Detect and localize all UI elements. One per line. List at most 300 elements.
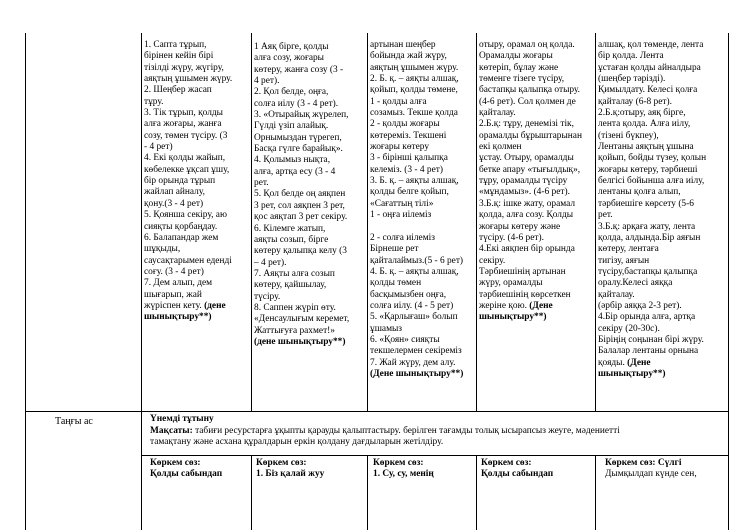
activity-line [254,314,366,325]
activity-line [370,301,476,312]
column-divider-2 [251,33,252,411]
activity-line [479,131,595,142]
activity-line [254,189,366,200]
activity-text: бойында жай жүру, [370,51,447,62]
activity-line [370,335,476,346]
activity-line [144,210,250,221]
activity-text: «Денсаулығым керемет, [254,314,350,325]
activity-text: басқымызбен оңға, [370,289,447,300]
activity-line [479,210,595,221]
activity-text: көбелекке ұқсап ұшу, [144,164,230,175]
activity-text: аяқты созып, бірге [254,234,329,245]
activity-text: қояды. [598,357,628,368]
activity-text: 3.Б.қ: арқаға жату, лента [598,221,696,232]
column-divider-4 [476,33,477,411]
table-left-border [25,33,26,530]
activity-line [370,199,476,210]
label-column-divider [141,33,142,530]
activity-text: түсіру,бастапқы қалыпқа [598,266,698,277]
activity-line [598,290,728,301]
activity-line [370,233,476,244]
activity-text: 6. Балапандар жем [144,232,219,243]
activity-text: қолда, алға созу. Қолды [479,210,574,221]
activity-line [370,358,476,369]
activity-text: тізілді жүру, жүгіру, [144,62,224,73]
activity-line [370,222,476,233]
activity-line [370,210,476,221]
activity-line [598,85,728,96]
activity-text: орамалды бұрыштарынан [479,130,582,141]
activity-text: қос аяқтап 3 рет секіру. [254,212,348,223]
activity-line [479,51,595,62]
activity-line [144,108,250,119]
activity-text: (әрбір аяққа 2-3 рет). [598,300,682,311]
activity-text: 7. Аяқты алға созып [254,268,335,279]
activity-line [144,74,250,85]
activity-text: жоғары көтеру, тәрбиеші [598,164,698,175]
artistic-word-label: Көркем сөз: [150,458,201,468]
activity-text: оралу.Келесі аяққа [598,278,673,289]
activity-line [370,267,476,278]
activity-text: 2.Б.қ:отыру, аяқ бірге, [598,108,686,119]
activity-line [254,246,366,257]
activity-text: солға иілу (3 - 4 рет). [254,98,339,109]
activity-text: сияқты қорбаңдау. [144,221,218,232]
activity-text: 3. Б. қ. – аяқты алшақ, [370,176,459,187]
activity-line [598,324,728,335]
activity-text: тұру, орамалды түсіру [479,176,568,187]
activity-text: жеріне қою. [479,300,530,311]
activity-line [254,280,366,291]
activity-line [479,199,595,210]
activity-text: Біріңің соңынан бірі жүру. [598,334,704,345]
activity-text: лента қолда. Алға иілу, [598,119,691,130]
activity-text: Балалар лентаны орнына [598,346,699,357]
activity-line [254,224,366,235]
activity-cell-4 [479,40,595,410]
activity-text: қойып, қолды төмене, [370,85,458,96]
artistic-word-1 [150,458,250,480]
activity-text: (4-6 рет). Сол қолмен де [479,96,576,107]
artistic-divider-4 [476,455,477,530]
activity-line [144,267,250,278]
breakfast-label: Таңғы ас [55,416,93,427]
activity-line [479,119,595,130]
activity-text: бастапқы қалыпқа отыру. [479,85,581,96]
artistic-word-label: Көркем сөз: Сүлгі [605,458,682,468]
activity-line [254,99,366,110]
activity-line [254,326,366,337]
activity-line [479,222,595,233]
artistic-divider-3 [367,455,368,530]
activity-text: отыру, орамал оң қолда. [479,40,575,50]
activity-text: көтеріп, бұлау және [479,62,559,73]
activity-line [598,97,728,108]
activity-text: алға созу, жоғары [254,53,324,64]
artistic-word-label: Көркем сөз: [256,458,307,468]
activity-text: алға, артқа есу (3 - 4 [254,166,336,177]
activity-line [370,324,476,335]
activity-line [144,278,250,289]
activity-line [479,176,595,187]
activity-cell-1 [144,40,250,410]
activity-line [144,187,250,198]
activity-line [598,63,728,74]
activity-line [254,303,366,314]
activity-line [144,176,250,187]
activity-line [370,346,476,357]
activity-text: 1 Аяқ бірге, қолды [254,42,329,52]
activity-text: қайталаймыз.(5 - 6 рет) [370,255,464,266]
activity-text: секіру (20-30с). [598,323,660,334]
activity-line [370,119,476,130]
activity-text: келеміз. (3 - 4 рет) [370,164,443,175]
activity-line [254,53,366,64]
activity-text: 4. Б. қ. – аяқты алшақ, [370,266,459,277]
activity-text: шынықтыру**) [598,368,666,379]
activity-line [479,278,595,289]
breakfast-info [150,414,726,449]
activity-line [144,199,250,210]
activity-text: «мұндамыз». (4-6 рет). [479,187,570,198]
activity-text: - 4 рет) [144,142,173,153]
artistic-word-title: Қолды сабындап [481,469,554,480]
activity-line [598,267,728,278]
activity-line [370,256,476,267]
activity-text: 4. Қолымыз нықта, [254,155,331,166]
artistic-word-title: Дымқылдап күнде сен, [605,469,697,480]
activity-line [598,119,728,130]
activity-text: 4.Бір орында алға, артқа [598,312,696,323]
activity-line [598,74,728,85]
activity-line [370,74,476,85]
activity-text: 2. Қол белде, оңға, [254,87,329,98]
activity-line [370,51,476,62]
activity-text: алшақ, қол төменде, лента [598,40,704,50]
activity-line [370,142,476,153]
activity-text: 6. Кілемге жатып, [254,223,326,234]
activity-text: 2.Б.қ: тұру, денемізі тік, [479,119,574,130]
activity-text: қайталау. [479,108,516,119]
activity-text: 3.Б.қ: ішке жату, орамал [479,198,576,209]
activity-text: 2. Шеңбер жасап [144,85,212,96]
breakfast-heading: Үнемді тұтыну [150,414,214,424]
activity-line [254,212,366,223]
activity-text: Гүлді үзіп алайық. [254,121,329,132]
artistic-word-title: 1. Біз қалай жуу [256,469,325,480]
activity-text: бір орында тұрып [144,176,216,187]
activity-line [144,131,250,142]
activity-text: 1. Сапта тұрып, [144,40,207,50]
activity-text: бетке апару «тығылдық», [479,164,581,175]
activity-line [479,85,595,96]
activity-line [598,312,728,323]
activity-line [479,108,595,119]
activity-text: жайлап айналу, [144,187,205,198]
artistic-word-label: Көркем сөз: [373,458,424,468]
activity-line [598,210,728,221]
activity-text: соғу. (3 - 4 рет) [144,266,204,277]
activity-text: қайталау (6-8 рет). [598,96,672,107]
activity-text: Қимылдату. Келесі қолға [598,85,698,96]
activity-line [254,292,366,303]
activity-text: бір қолда. Лента [598,51,664,62]
activity-line [598,358,728,369]
activity-line [370,97,476,108]
activity-text: 4.Екі аяқпен бір орында [479,244,575,255]
activity-line [144,244,250,255]
activity-line [144,153,250,164]
activity-text: 4. Екі қолды жайып, [144,153,226,164]
activity-line [598,346,728,357]
activity-text: (Дене [627,357,651,368]
activity-text: Тәрбиешінің артынан [479,266,566,277]
activity-text: 8. Саппен жүріп өту. [254,302,336,313]
artistic-word-4 [481,458,593,480]
artistic-word-3 [373,458,475,480]
activity-line [144,165,250,176]
activity-line [370,187,476,198]
column-divider-5 [595,33,596,411]
activity-line [479,301,595,312]
goal-text-2: тамақтану және асхана құралдарын еркін қолдану дағдыларын жетілдіру. [150,437,444,448]
activity-text: көтеру, жанға созу (3 - [254,64,344,75]
activity-line [598,40,728,51]
activity-line [598,51,728,62]
artistic-word-title: 1. Су, су, менің [373,469,434,480]
activity-text: Лентаны аяқтың ұшына [598,142,694,153]
activity-line [598,335,728,346]
activity-line [598,142,728,153]
activity-text: 5. Қоянша секіру, аю [144,210,227,221]
activity-text: қону.(3 - 4 рет) [144,198,204,209]
activity-line [144,51,250,62]
activity-text: 4 рет). [254,76,280,87]
activity-line [254,201,366,212]
activity-text: 7. Дем алып, дем [144,278,213,289]
activity-line [598,244,728,255]
activity-line [254,337,366,348]
activity-line [479,165,595,176]
activity-cell-2 [254,42,366,410]
activity-line [598,233,728,244]
activity-line [598,222,728,233]
activity-text: 1 - қолды алға [370,96,427,107]
activity-line [479,233,595,244]
activity-text: түсіру. (4-6 рет). [479,232,544,243]
activity-text: 2. Б. қ. – аяқты алшақ, [370,74,459,85]
goal-text-1: табиғи ресурстарға ұқыпты қарауды қалыптастыру. берілген тағамды толық ысырапсыз жеуге, мәдениетті [192,425,620,436]
activity-text: Орамалды жоғары [479,51,553,62]
activity-text: көтеру, лентаға [598,244,659,255]
activity-line [144,119,250,130]
activity-line [370,131,476,142]
activity-text: (тізені бүкпеу), [598,130,659,141]
activity-line [370,108,476,119]
goal-label: Мақсаты: [150,425,193,436]
activity-line [479,63,595,74]
activity-line [254,110,366,121]
activity-text: 5. «Қарлығаш» болып [370,312,458,323]
activity-line [370,290,476,301]
activity-line [144,40,250,51]
activity-line [370,244,476,255]
activity-line [254,121,366,132]
activity-text: текшелермен секіреміз [370,346,462,357]
activity-line [598,256,728,267]
column-divider-3 [367,33,368,411]
activity-text: жоғары көтеру және [479,221,561,232]
activity-line [479,74,595,85]
artistic-word-2 [256,458,366,480]
activity-line [254,269,366,280]
artistic-word-label: Көркем сөз: [481,458,532,468]
activity-line [144,312,250,323]
activity-text: Бірнеше рет [370,244,419,255]
activity-text: Орнымыздан түрегеп, [254,132,342,143]
activity-text: рет. [598,210,613,221]
activity-text: (Дене [529,300,553,311]
activity-text: секіру. [479,255,506,266]
activity-text: ұстау. Отыру, орамалды [479,153,574,164]
activity-text: жоғары көтеру [370,142,430,153]
activity-text: шығарып, жай [144,289,202,300]
activity-text: – 4 рет). [254,257,287,268]
activity-line [144,256,250,267]
activity-text: тигізу, аяғын [598,255,650,266]
activity-line [479,153,595,164]
activity-line [144,222,250,233]
activity-text: 7. Жай жүру, дем алу. [370,357,456,368]
activity-text: ұстаған қолды айналдыра [598,62,701,73]
activity-line [479,267,595,278]
activity-text: 3 - бірінші қалыпқа [370,153,448,164]
activity-line [598,131,728,142]
activity-text: жүріспен кету. [144,300,205,311]
activity-line [479,256,595,267]
activity-line [598,369,728,380]
activity-line [254,167,366,178]
activity-line [370,312,476,323]
activity-text: қойып, бойды түзеу, қолын [598,153,707,164]
activity-text: екі қолмен [479,142,522,153]
activity-line [598,187,728,198]
activity-text: тәрбиешіге көрсету (5-6 [598,198,694,209]
activity-line [254,42,366,53]
activity-line [479,40,595,51]
activity-line [254,65,366,76]
activity-text: созамыз. Текше қолда [370,108,458,119]
activity-text: (дене шынықтыру**) [254,336,346,347]
activity-line [144,290,250,301]
row-divider-artistic [141,455,729,456]
activity-line [144,63,250,74]
activity-text: саусақтарымен еденді [144,255,232,266]
activity-text: 5. Қол белде оң аяқпен [254,189,346,200]
activity-line [144,85,250,96]
activity-text: алға жоғары, жанға [144,119,222,130]
activity-text: көтереміз. Текшені [370,130,447,141]
activity-line [370,153,476,164]
activity-text: лентаны қолға алып, [598,187,681,198]
activity-text: (Дене шынықтыру**) [370,368,464,379]
activity-line [144,97,250,108]
activity-text: созу, төмен түсіру. (3 [144,130,228,141]
activity-line [370,369,476,380]
activity-text: тұру. [144,96,164,107]
activity-line [479,97,595,108]
activity-line [144,233,250,244]
activity-line [479,290,595,301]
activity-line [254,144,366,155]
activity-text: Жаттығуға рахмет!» [254,325,335,336]
activity-text: түсіру. [254,291,281,302]
activity-text: шұқыды, [144,244,181,255]
activity-cell-3 [370,40,476,410]
artistic-divider-2 [251,455,252,530]
activity-line [598,153,728,164]
schedule-table [25,33,729,530]
activity-text: 2 - қолды жоғары [370,119,440,130]
activity-text: 6. «Қоян» сияқты [370,334,440,345]
activity-line [479,312,595,323]
activity-line [370,85,476,96]
activity-text: артынан шеңбер [370,40,436,50]
activity-line [144,142,250,153]
activity-text: төменге тізеге түсіру, [479,74,565,85]
activity-line [479,244,595,255]
activity-text: 2 - солға иілеміз [370,232,435,243]
activity-text: белгісі бойынша алға иілу, [598,176,705,187]
activity-text: 1 - оңға иілеміз [370,210,432,221]
activity-line [254,133,366,144]
activity-text: қайталау. [598,289,635,300]
activity-line [370,278,476,289]
activity-line [144,301,250,312]
artistic-divider-5 [595,455,596,530]
activity-line [479,142,595,153]
activity-text: 3. Тік тұрып, қолды [144,108,223,119]
table-right-border [728,33,729,530]
activity-text: 3 рет, сол аяқпен 3 рет, [254,200,345,211]
activity-cell-5 [598,40,728,410]
activity-text: (шеңбер тәрізді). [598,74,666,85]
activity-line [254,76,366,87]
activity-line [598,278,728,289]
activity-text: көтеру қалыпқа келу (3 [254,246,347,257]
activity-line [254,155,366,166]
activity-line [370,40,476,51]
activity-line [254,87,366,98]
activity-text: көтеру, қайшылау, [254,280,327,291]
activity-text: бірінен кейін бірі [144,51,214,62]
activity-line [479,187,595,198]
activity-line [598,165,728,176]
activity-line [254,258,366,269]
activity-line [370,63,476,74]
activity-text: аяқтың ұшымен жүру. [370,62,459,73]
activity-text: қолда, алдында.Бір аяғын [598,232,701,243]
activity-text: 3. «Отырайық жүрелеп, [254,110,349,121]
activity-text: Басқа гүлге барайық». [254,144,343,155]
activity-line [598,301,728,312]
activity-line [598,176,728,187]
artistic-word-title: Қолды сабындап [150,469,223,480]
activity-text: шынықтыру**) [144,312,212,323]
activity-line [598,108,728,119]
activity-text: «Сағаттың тілі» [370,198,434,209]
activity-text: солға иілу. (4 - 5 рет) [370,300,454,311]
